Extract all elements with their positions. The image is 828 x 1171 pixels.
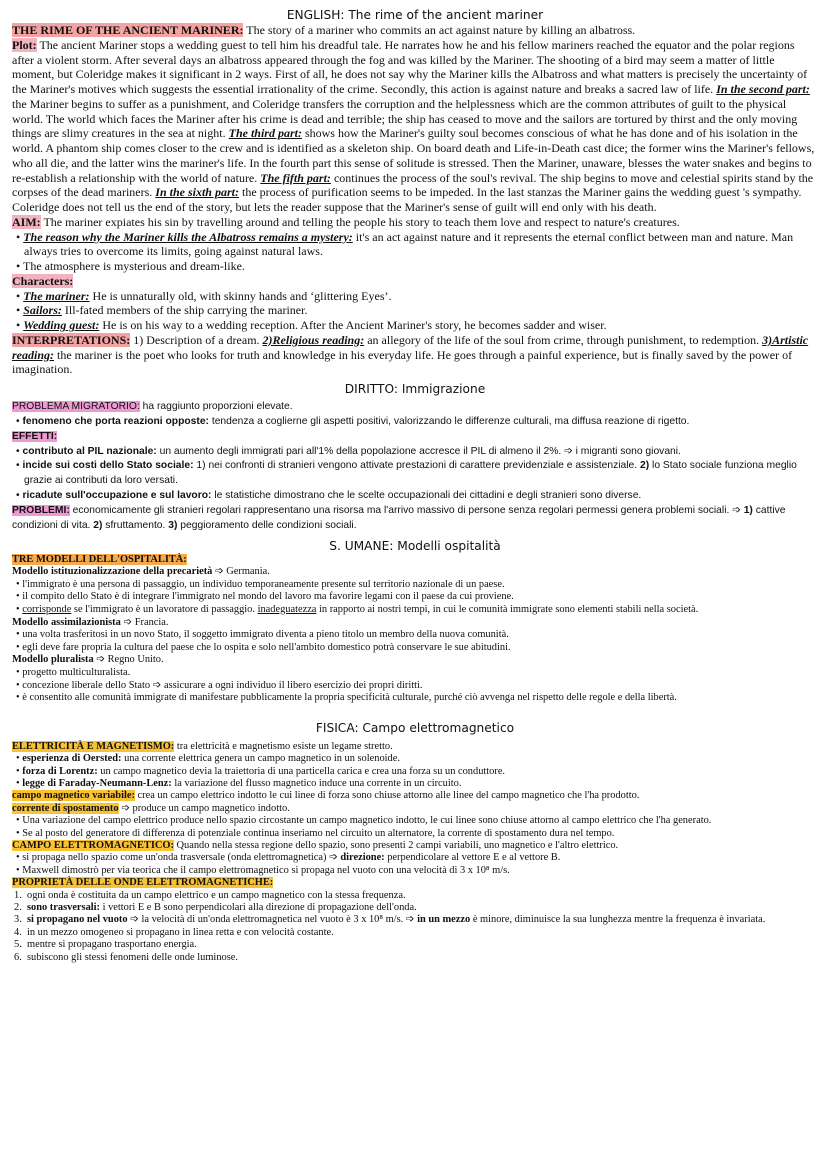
- campo-variabile-label: campo magnetico variabile:: [12, 790, 135, 802]
- diritto-title: DIRITTO: Immigrazione: [344, 382, 486, 396]
- list-item: • il compito dello Stato è di integrare l'immigrato nel mondo del lavoro ma favorire legami con il paese da cui proviene.: [16, 591, 514, 603]
- sixth-part-label: In the sixth part:: [155, 185, 239, 200]
- aim-label: AIM:: [12, 214, 41, 229]
- list-item: • Una variazione del campo elettrico produce nello spazio circostante un campo magnetico indotto, le cui linee sono chiuse attorno al campo elettrico che l'ha generato.: [16, 815, 712, 827]
- aim-paragraph: AIM: The mariner expiates his sin by travelling around and telling the people his story to teach them love and respect to nature's creatures.: [12, 214, 680, 229]
- campo-variabile-paragraph: campo magnetico variabile: crea un campo elettrico indotto le cui linee di forza sono chiuse attorno alle linee del campo magnetico che l'ha prodotto.: [12, 790, 640, 802]
- umane-title: S. UMANE: Modelli ospitalità: [329, 538, 501, 553]
- intro-label: THE RIME OF THE ANCIENT MARINER:: [12, 23, 244, 37]
- list-item: • ricadute sull'occupazione e sul lavoro: le statistiche dimostrano che le scelte occupazionali dei cittadini e degli stranieri sono diverse.: [16, 490, 642, 502]
- reason-label: The reason why the Mariner kills the Albatross remains a mystery:: [23, 229, 353, 244]
- proprieta-label: PROPRIETÀ DELLE ONDE ELETTROMAGNETICHE:: [12, 877, 274, 889]
- tre-modelli-label: TRE MODELLI DELL'OSPITALITÀ:: [12, 553, 187, 565]
- cem-label: CAMPO ELETTROMAGNETICO:: [12, 839, 174, 851]
- corrente-label: corrente di spostamento: [12, 802, 119, 814]
- proprieta-heading: [12, 877, 818, 889]
- list-item: • Se al posto del generatore di differenza di potenziale continua inseriamo nel circuito un alternatore, la corrente di spostamento dura nel tempo.: [16, 827, 615, 839]
- interpretations-paragraph: INTERPRETATIONS: 1) Description of a dream. 2)Religious reading: an allegory of the life of the soul from crime, through punishment, to redemption. 3)Artistic reading: the mariner is the poet who looks for truth and knowledge in his everyday life. He goes through a painful experience, but is finally saved by the power of imagination.: [12, 332, 809, 377]
- characters-heading: [12, 274, 818, 289]
- list-item: • è consentito alle comunità immigrate di manifestare pubblicamente la propria specificità culturale, purché ciò avvenga nel rispetto delle regole e della libertà.: [16, 692, 677, 704]
- problemi-label: PROBLEMI:: [12, 504, 70, 516]
- list-item: • legge di Faraday-Neumann-Lenz: la variazione del flusso magnetico induce una corrente in un circuito.: [16, 777, 462, 789]
- modello-1: Modello istituzionalizzazione della precarietà ➩ Germania.: [12, 566, 270, 578]
- sailors-label: Sailors:: [23, 303, 62, 318]
- problemi-paragraph: PROBLEMI: economicamente gli stranieri regolari rappresentano una risorsa ma l'arrivo massivo di persone senza regolari permessi genera problemi sociali. ➩ 1) cattive condizioni di vita. 2) sfruttamento. 3) peggioramento delle condizioni sociali.: [12, 504, 786, 531]
- plot-paragraph: Plot: The ancient Mariner stops a wedding guest to tell him his dreadful tale. He narrates how he and his fellow mariners reached the equator and the polar regions after a violent storm. After several days an albatross appeared through the fog and was killed by the Mariner. The shooting of a bird may seem a matter of little moment, but Coleridge makes it significant in 2 ways. First of all, he does not say why the Mariner kills the Albatross and what matters is precisely the uncertainty of the Mariner's motives which suggests the essential irrationality of the crime. Secondly, this action is against nature and breaks a sacred law of life. In the second part: the Mariner begins to suffer as a punishment, and Coleridge transfers the corruption and the helplessness which are the common attributes of guilt to the physical world. The world which faces the Mariner after his crime is dead and terrible; the ship has ceased to move and the sailors are tortured by thirst and the only moving things are slimy creatures in the sea at night. The third part: shows how the Mariner's guilty soul becomes conscious of what he has done and of his isolation in the world. A phantom ship comes closer to the crew and is identified as a skeleton ship. On board death and Life-in-Death cast dice; the former wins the Mariner's fellows, who all die, and the latter wins the mariner's life. In the fourth part this sense of solitude is stressed. Then the Mariner, unaware, blesses the water snakes and begins to re-establish a relationship with the world of nature. The fifth part: continues the process of the soul's revival. The ship begins to move and celestial spirits stand by the corpses of the dead mariners. In the sixth part: the process of purification seems to be impeded. In the last stanzas the Mariner gains the wedding guest 's sympathy. Coleridge does not tell us the end of the story, but lets the reader suppose that the Mariner's sense of guilt will end only with his death.: [12, 37, 815, 214]
- list-item: • corrisponde se l'immigrato è un lavoratore di passaggio. inadeguatezza in rapporto ai nostri tempi, in cui le comunità immigrate sono elementi stabili nella società.: [16, 603, 699, 615]
- list-item: • progetto multiculturalista.: [16, 666, 131, 678]
- list-item: • Wedding guest: He is on his way to a wedding reception. After the Ancient Mariner's story, he becomes sadder and wiser.: [16, 318, 607, 332]
- fisica-body: [12, 741, 818, 964]
- tre-modelli-heading: [12, 554, 818, 567]
- corrente-paragraph: corrente di spostamento ➩ produce un campo magnetico indotto.: [12, 802, 290, 814]
- fifth-part-label: The fifth part:: [260, 170, 331, 185]
- list-item: 3. si propagano nel vuoto ➩ la velocità di un'onda elettromagnetica nel vuoto è 3 x 10⁸ m/s. ➩ in un mezzo è minore, diminuisce la sua lunghezza mentre la frequenza è invariata.: [14, 914, 766, 926]
- list-item: • The atmosphere is mysterious and dream-like.: [16, 259, 245, 273]
- characters-label: Characters:: [12, 273, 74, 288]
- list-item: • concezione liberale dello Stato ➩ assicurare a ogni individuo il libero esercizio dei propri diritti.: [16, 679, 423, 691]
- modello-3: Modello pluralista ➩ Regno Unito.: [12, 654, 164, 666]
- fisica-title: FISICA: Campo elettromagnetico: [315, 720, 515, 735]
- list-item: 6. subiscono gli stessi fenomeni delle onde luminose.: [14, 951, 238, 963]
- diritto-section: [12, 382, 818, 534]
- list-item: • Sailors: Ill-fated members of the ship carrying the mariner.: [16, 303, 308, 318]
- mariner-label: The mariner:: [23, 288, 90, 303]
- list-item: • fenomeno che porta reazioni opposte: tendenza a coglierne gli aspetti positivi, valorizzando le differenze culturali, ma diffusa reazione di rigetto.: [16, 415, 690, 427]
- occupazione-label: ricadute sull'occupazione e sul lavoro:: [22, 490, 212, 502]
- intro-paragraph: THE RIME OF THE ANCIENT MARINER: The story of a mariner who commits an act against nature by killing an albatross.: [12, 23, 636, 37]
- religious-label: 2)Religious reading:: [262, 332, 365, 347]
- list-item: • una volta trasferitosi in un novo Stato, il soggetto immigrato diventa a pieno titolo un membro della nuova comunità.: [16, 629, 509, 641]
- list-item: 5. mentre si propagano trasportano energia.: [14, 939, 197, 951]
- effetti-label: EFFETTI:: [12, 430, 58, 442]
- diritto-body: [12, 400, 818, 534]
- english-section: [12, 8, 818, 377]
- plot-label: Plot:: [12, 37, 37, 52]
- list-item: • incide sui costi dello Stato sociale: 1) nei confronti di stranieri vengono attivate prestazioni di carattere previdenziale e assistenziale. 2) lo Stato sociale funziona meglio grazie ai contributi da loro versati.: [16, 460, 797, 487]
- list-item: • forza di Lorentz: un campo magnetico devia la traiettoria di una particella carica e crea una forza su un conduttore.: [16, 765, 506, 777]
- list-item: • l'immigrato è una persona di passaggio, un individuo temporaneamente presente sul territorio nazionale di un paese.: [16, 578, 505, 590]
- guest-label: Wedding guest:: [23, 318, 100, 332]
- umane-section: [12, 539, 818, 705]
- modello-2: Modello assimilazionista ➩ Francia.: [12, 616, 169, 628]
- english-title: ENGLISH: The rime of the ancient mariner: [286, 8, 544, 22]
- fisica-section: [12, 721, 818, 964]
- umane-body: [12, 554, 818, 705]
- artistic-label: 3)Artistic reading:: [12, 332, 809, 362]
- list-item: • contributo al PIL nazionale: un aumento degli immigrati pari all'1% della popolazione accresce il PIL di almeno il 2%. ➩ i migranti sono giovani.: [16, 445, 681, 457]
- costi-label: incide sui costi dello Stato sociale:: [22, 460, 194, 472]
- list-item: 1. ogni onda è costituita da un campo elettrico e un campo magnetico con la stessa frequenza.: [14, 889, 406, 901]
- list-item: • Maxwell dimostrò per via teorica che il campo elettromagnetico si propaga nel vuoto con una velocità di 3 x 10⁸ m/s.: [16, 864, 510, 876]
- list-item: 4. in un mezzo omogeneo si propagano in linea retta e con velocità costante.: [14, 926, 334, 938]
- em-paragraph: ELETTRICITÀ E MAGNETISMO: tra elettricità e magnetismo esiste un legame stretto.: [12, 740, 393, 752]
- list-item: • esperienza di Oersted: una corrente elettrica genera un campo magnetico in un solenoide.: [16, 753, 400, 765]
- problema-label: PROBLEMA MIGRATORIO:: [12, 401, 140, 412]
- list-item: 2. sono trasversali: i vettori E e B sono perpendicolari alla direzione di propagazione dell'onda.: [14, 902, 417, 913]
- english-body: [12, 23, 818, 377]
- cem-paragraph: CAMPO ELETTROMAGNETICO: Quando nella stessa regione dello spazio, sono presenti 2 campi variabili, uno magnetico e l'altro elettrico.: [12, 839, 619, 851]
- effetti-heading: [12, 430, 818, 445]
- problema-paragraph: PROBLEMA MIGRATORIO: ha raggiunto proporzioni elevate.: [12, 401, 293, 412]
- list-item: • egli deve fare propria la cultura del paese che lo ospita e solo nell'ambito domestico potrà conservare le sue abitudini.: [16, 641, 511, 653]
- list-item: • The mariner: He is unnaturally old, with skinny hands and ‘glittering Eyes’.: [16, 288, 392, 303]
- list-item: • The reason why the Mariner kills the Albatross remains a mystery: it's an act against nature and it represents the eternal conflict between man and nature. Man always tries to overcome its limits, going against natural laws.: [16, 229, 794, 259]
- em-label: ELETTRICITÀ E MAGNETISMO:: [12, 740, 175, 752]
- interpretations-label: INTERPRETATIONS:: [12, 332, 131, 347]
- list-item: • si propaga nello spazio come un'onda trasversale (onda elettromagnetica) ➩ direzione: perpendicolare al vettore E e al vettore B.: [16, 852, 561, 864]
- second-part-label: In the second part:: [716, 82, 810, 96]
- third-part-label: The third part:: [228, 126, 302, 141]
- fenomeno-label: fenomeno che porta reazioni opposte:: [22, 415, 209, 427]
- pil-label: contributo al PIL nazionale:: [22, 445, 157, 457]
